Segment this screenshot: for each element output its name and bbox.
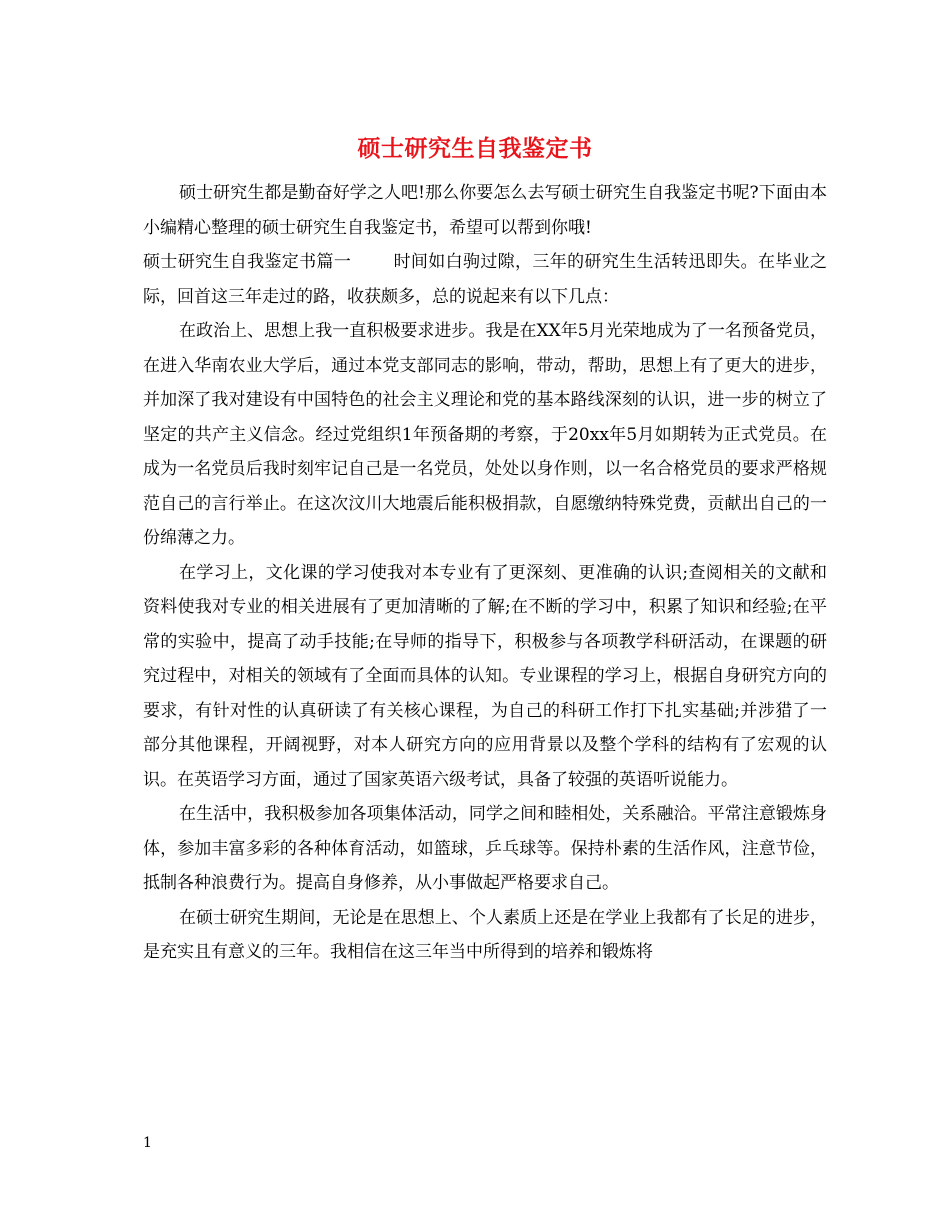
paragraph-summary: 在硕士研究生期间，无论是在思想上、个人素质上还是在学业上我都有了长足的进步，是充实且有意义的三年。我相信在这三年当中所得到的培养和锻炼将: [143, 907, 827, 962]
intro-paragraph: 硕士研究生都是勤奋好学之人吧!那么你要怎么去写硕士研究生自我鉴定书呢?下面由本小编精心整理的硕士研究生自我鉴定书，希望可以帮到你哦!: [143, 183, 827, 238]
paragraph-life: 在生活中，我积极参加各项集体活动，同学之间和睦相处，关系融洽。平常注意锻炼身体，参加丰富多彩的各种体育活动，如篮球，乒乓球等。保持朴素的生活作风，注意节俭，抵制各种浪费行为。提高自身修养，从小事做起严格要求自己。: [143, 804, 827, 893]
page-number: 1: [143, 1135, 152, 1151]
document-body: [143, 176, 827, 970]
document-title: 硕士研究生自我鉴定书: [357, 135, 593, 162]
section-paragraph: [143, 245, 827, 314]
paragraph-politics: 在政治上、思想上我一直积极要求进步。我是在XX年5月光荣地成为了一名预备党员，在进入华南农业大学后，通过本党支部同志的影响，带动，帮助，思想上有了更大的进步，并加深了我对建设有中国特色的社会主义理论和党的基本路线深刻的认识，进一步的树立了坚定的共产主义信念。经过党组织1年预备期的考察，于20xx年5月如期转为正式党员。在成为一名党员后我时刻牢记自己是一名党员，处处以身作则，以一名合格党员的要求严格规范自己的言行举止。在这次汶川大地震后能积极捐款，自愿缴纳特殊党费，贡献出自己的一份绵薄之力。: [143, 321, 827, 548]
section-heading: 硕士研究生自我鉴定书篇一: [143, 252, 352, 272]
section-lead: 时间如白驹过隙，三年的研究生生活转迅即失。在毕业之际，回首这三年走过的路，收获颇多，总的说起来有以下几点：: [143, 252, 828, 307]
paragraph-study: 在学习上，文化课的学习使我对本专业有了更深刻、更准确的认识;查阅相关的文献和资料使我对专业的相关进展有了更加清晰的了解;在不断的学习中，积累了知识和经验;在平常的实验中，提高了动手技能;在导师的指导下，积极参与各项教学科研活动，在课题的研究过程中，对相关的领域有了全面而具体的认知。专业课程的学习上，根据自身研究方向的要求，有针对性的认真研读了有关核心课程，为自己的科研工作打下扎实基础;并涉猎了一部分其他课程，开阔视野，对本人研究方向的应用背景以及整个学科的结构有了宏观的认识。在英语学习方面，通过了国家英语六级考试，具备了较强的英语听说能力。: [143, 562, 827, 790]
